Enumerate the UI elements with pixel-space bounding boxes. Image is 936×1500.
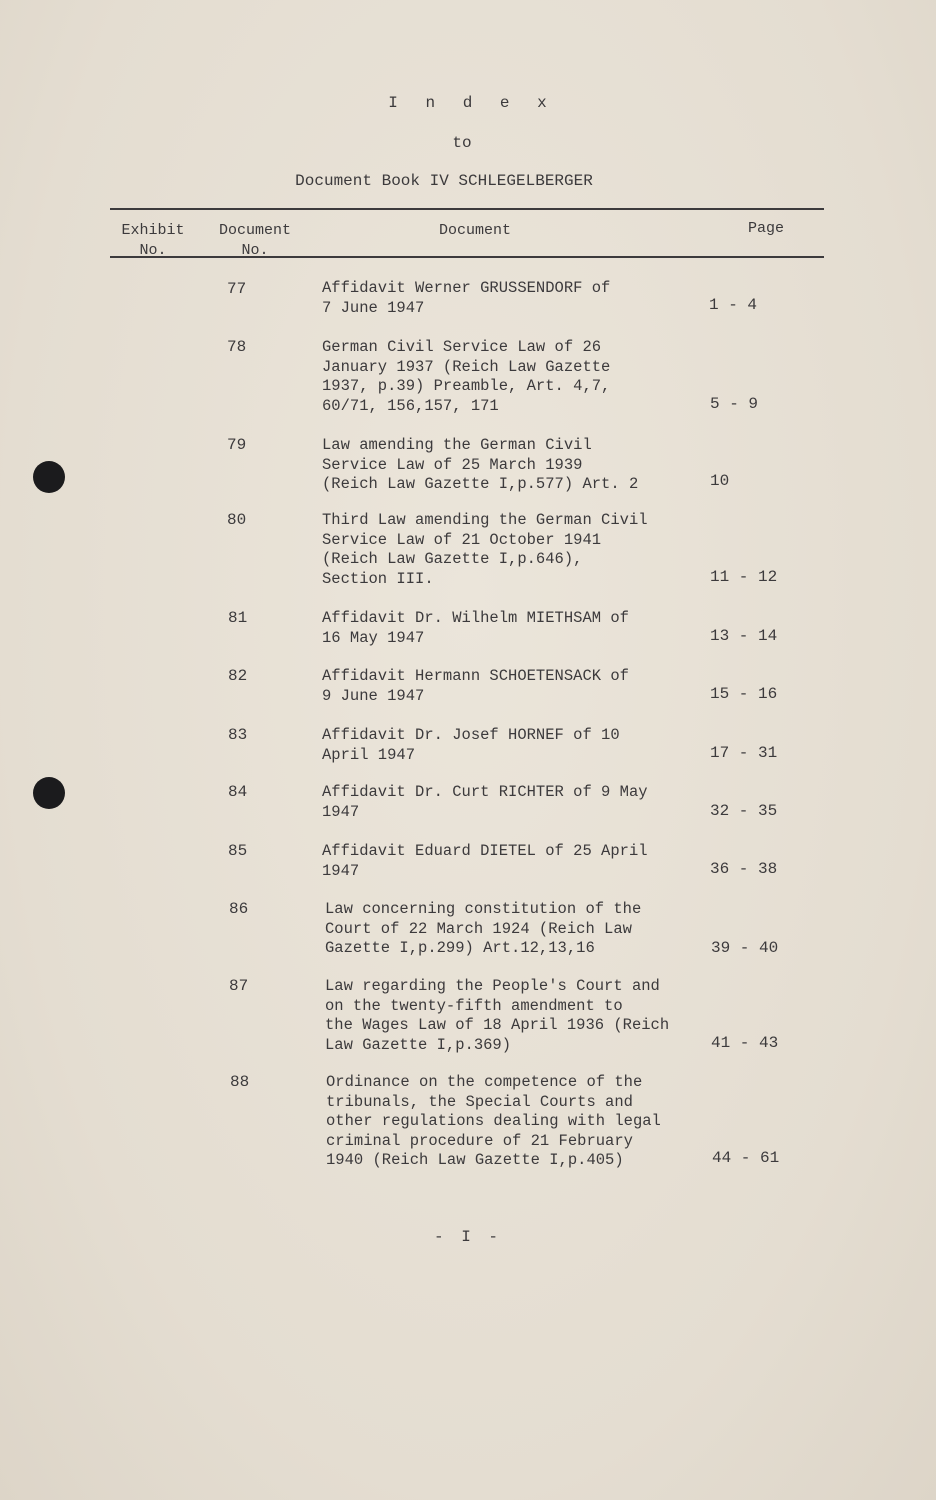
row-doc-no: 77 xyxy=(227,280,247,298)
row-description: Law concerning constitution of the Court of 22 March 1924 (Reich Law Gazette I,p.299) Art.12,13,16 xyxy=(325,900,642,958)
punch-hole xyxy=(33,777,65,809)
row-page: 13 - 14 xyxy=(710,627,778,645)
row-description: German Civil Service Law of 26 January 1937 (Reich Law Gazette 1937, p.39) Preamble, Art. 4,7, 60/71, 156,157, 171 xyxy=(322,338,611,415)
row-page: 15 - 16 xyxy=(710,685,778,703)
row-description: Affidavit Dr. Wilhelm MIETHSAM of 16 May 1947 xyxy=(322,609,629,647)
column-header-document-no xyxy=(212,221,298,261)
index-subtitle-to: to xyxy=(452,134,472,152)
column-header-exhibit-text: Exhibit No. xyxy=(121,222,185,259)
row-doc-no: 79 xyxy=(227,436,247,454)
row-page: 44 - 61 xyxy=(712,1149,780,1167)
row-description: Ordinance on the competence of the tribunals, the Special Courts and other regulations dealing with legal criminal procedure of 21 February 1940 (Reich Law Gazette I,p.405) xyxy=(326,1073,661,1170)
row-description: Law regarding the People's Court and on the twenty-fifth amendment to the Wages Law of 18 April 1936 (Reich Law Gazette I,p.369) xyxy=(325,977,670,1054)
row-description: Affidavit Werner GRUSSENDORF of 7 June 1947 xyxy=(322,279,611,317)
row-page: 10 xyxy=(710,472,730,490)
row-page: 17 - 31 xyxy=(710,744,778,762)
column-header-document: Document xyxy=(438,222,511,239)
row-page: 39 - 40 xyxy=(711,939,779,957)
row-page: 1 - 4 xyxy=(709,296,758,314)
row-description: Affidavit Dr. Josef HORNEF of 10 April 1947 xyxy=(322,726,620,764)
row-description: Law amending the German Civil Service Law of 25 March 1939 (Reich Law Gazette I,p.577) Art. 2 xyxy=(322,436,639,494)
row-page: 32 - 35 xyxy=(710,802,778,820)
table-top-rule xyxy=(110,208,824,210)
row-doc-no: 87 xyxy=(229,977,249,995)
row-page: 41 - 43 xyxy=(711,1034,779,1052)
row-doc-no: 80 xyxy=(227,511,247,529)
punch-hole xyxy=(33,461,65,493)
row-doc-no: 83 xyxy=(228,726,248,744)
index-title: I n d e x xyxy=(388,94,556,112)
row-doc-no: 88 xyxy=(230,1073,250,1091)
row-doc-no: 81 xyxy=(228,609,248,627)
row-doc-no: 86 xyxy=(229,900,249,918)
table-header-rule xyxy=(110,256,824,258)
row-description: Affidavit Dr. Curt RICHTER of 9 May 1947 xyxy=(322,783,648,821)
row-doc-no: 85 xyxy=(228,842,248,860)
column-header-exhibit-no xyxy=(114,221,192,261)
document-book-title: Document Book IV SCHLEGELBERGER xyxy=(295,172,593,190)
row-page: 36 - 38 xyxy=(710,860,778,878)
column-header-document-no-text: Document No. xyxy=(218,222,291,259)
row-doc-no: 84 xyxy=(228,783,248,801)
row-doc-no: 82 xyxy=(228,667,248,685)
column-header-page: Page xyxy=(747,220,784,237)
row-description: Third Law amending the German Civil Service Law of 21 October 1941 (Reich Law Gazette I,p.646), Section III. xyxy=(322,511,648,588)
row-doc-no: 78 xyxy=(227,338,247,356)
row-description: Affidavit Hermann SCHOETENSACK of 9 June 1947 xyxy=(322,667,629,705)
row-description: Affidavit Eduard DIETEL of 25 April 1947 xyxy=(322,842,648,880)
row-page: 11 - 12 xyxy=(710,568,778,586)
row-page: 5 - 9 xyxy=(710,395,759,413)
page-number-footer: - I - xyxy=(433,1228,502,1246)
